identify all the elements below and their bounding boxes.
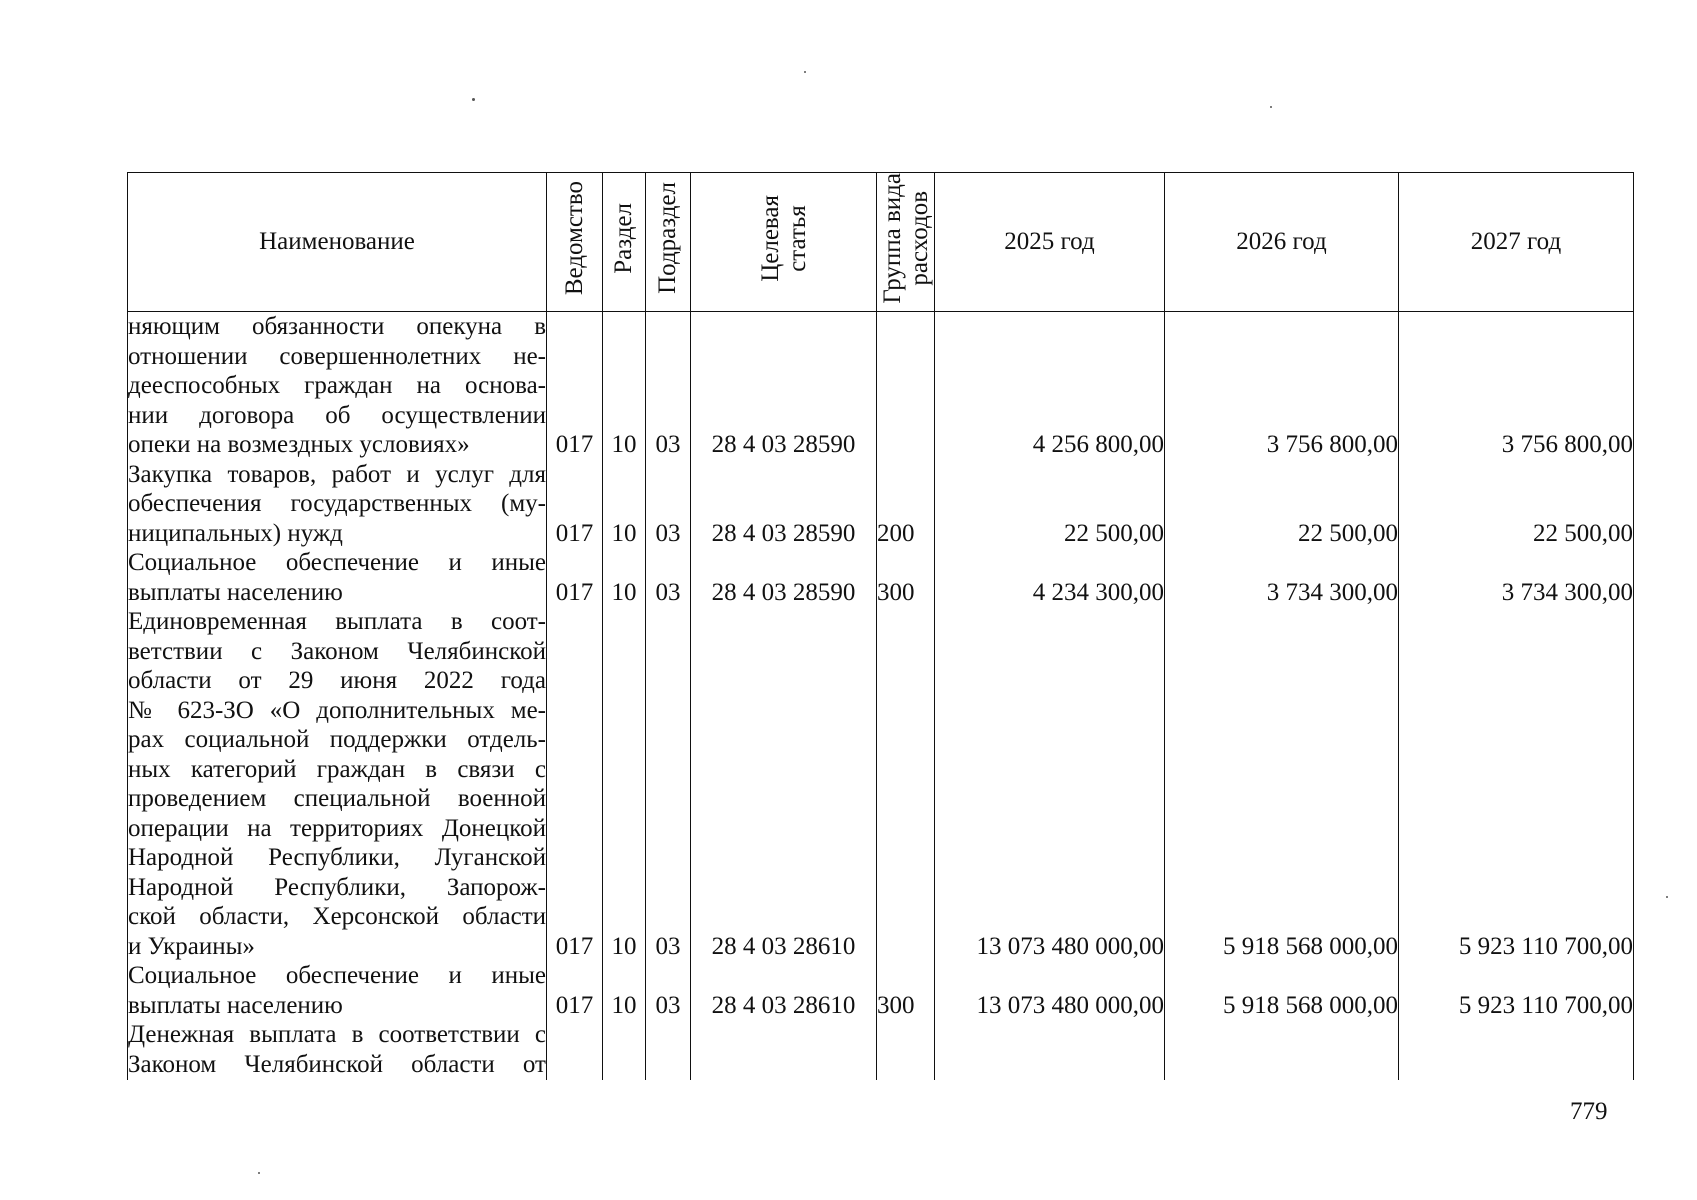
- cell-amount-2025: 4 256 800,00: [935, 312, 1165, 460]
- col-header-2026: 2026 год: [1165, 173, 1399, 312]
- row-name: Закупка товаров, работ и услуг для обеспечения государственных (му- ниципальных) нужд: [128, 460, 546, 547]
- cell-razdel: 10: [603, 548, 646, 607]
- cell-amount-2025: 4 234 300,00: [935, 548, 1165, 607]
- row-name: няющим обязанности опекуна в отношении совершеннолетних не- дееспособных граждан на основа- нии договора об осуществлении опеки на возмездных условиях»: [128, 313, 546, 459]
- cell-gruppa-rashodov: 200: [877, 460, 935, 549]
- col-header-razdel: Раздел: [603, 173, 646, 312]
- cell-amount-2025: 22 500,00: [935, 460, 1165, 549]
- col-header-name: Наименование: [128, 173, 547, 312]
- table-header-row: [128, 173, 1634, 312]
- row-name: Денежная выплата в соответствии с Законом Челябинской области от: [128, 1020, 547, 1080]
- scan-speck: [804, 71, 806, 73]
- scan-speck: [258, 1172, 260, 1174]
- cell-gruppa-rashodov: [877, 607, 935, 961]
- cell-empty: [691, 1020, 877, 1080]
- col-header-podrazdel: Подраздел: [646, 173, 691, 312]
- cell-celevaya-statya: 28 4 03 28590: [691, 312, 877, 460]
- col-header-2027: 2027 год: [1399, 173, 1634, 312]
- cell-gruppa-rashodov: [877, 312, 935, 460]
- scan-speck: [472, 98, 475, 101]
- cell-empty: [1165, 1020, 1399, 1080]
- col-header-gruppa-rashodov: Группа вида расходов: [877, 173, 935, 312]
- cell-empty: [603, 1020, 646, 1080]
- cell-podrazdel: 03: [646, 607, 691, 961]
- cell-amount-2026: 3 734 300,00: [1165, 548, 1399, 607]
- cell-vedomstvo: 017: [547, 607, 603, 961]
- cell-vedomstvo: 017: [547, 548, 603, 607]
- cell-amount-2025: 13 073 480 000,00: [935, 607, 1165, 961]
- cell-amount-2025: 13 073 480 000,00: [935, 961, 1165, 1020]
- table-row: [128, 548, 1634, 607]
- cell-amount-2027: 3 756 800,00: [1399, 312, 1634, 460]
- table-row: [128, 312, 1634, 460]
- cell-empty: [646, 1020, 691, 1080]
- cell-celevaya-statya: 28 4 03 28590: [691, 548, 877, 607]
- row-name: Социальное обеспечение и иные выплаты населению: [128, 549, 546, 606]
- cell-gruppa-rashodov: 300: [877, 961, 935, 1020]
- cell-amount-2026: 5 918 568 000,00: [1165, 607, 1399, 961]
- cell-empty: [1399, 1020, 1634, 1080]
- cell-podrazdel: 03: [646, 548, 691, 607]
- cell-gruppa-rashodov: 300: [877, 548, 935, 607]
- scan-speck: [1270, 106, 1272, 108]
- row-name: Единовременная выплата в соот- ветствии с Законом Челябинской области от 29 июня 2022 года № 623-ЗО «О дополнительных ме- рах социальной поддержки отдель- ных категорий граждан в связи с проведением специальной военной операции на территориях Донецкой Народной Республики, Луганской Народной Республики, Запорож- ской области, Херсонской области и Украины»: [128, 608, 546, 960]
- cell-vedomstvo: 017: [547, 312, 603, 460]
- col-header-vedomstvo: Ведомство: [547, 173, 603, 312]
- cell-amount-2026: 3 756 800,00: [1165, 312, 1399, 460]
- cell-vedomstvo: 017: [547, 961, 603, 1020]
- scan-speck: [1666, 896, 1668, 898]
- cell-empty: [877, 1020, 935, 1080]
- cell-amount-2026: 22 500,00: [1165, 460, 1399, 549]
- cell-empty: [935, 1020, 1165, 1080]
- table-row: [128, 961, 1634, 1020]
- cell-amount-2027: 5 923 110 700,00: [1399, 961, 1634, 1020]
- cell-amount-2027: 3 734 300,00: [1399, 548, 1634, 607]
- cell-vedomstvo: 017: [547, 460, 603, 549]
- table-row: [128, 607, 1634, 961]
- table-row: [128, 460, 1634, 549]
- table-row: [128, 1020, 1634, 1080]
- cell-celevaya-statya: 28 4 03 28610: [691, 607, 877, 961]
- col-header-celevaya-statya: Целевая статья: [691, 173, 877, 312]
- cell-razdel: 10: [603, 961, 646, 1020]
- cell-razdel: 10: [603, 460, 646, 549]
- cell-amount-2026: 5 918 568 000,00: [1165, 961, 1399, 1020]
- cell-razdel: 10: [603, 312, 646, 460]
- cell-razdel: 10: [603, 607, 646, 961]
- budget-table: [127, 172, 1634, 1080]
- cell-podrazdel: 03: [646, 460, 691, 549]
- row-name: Социальное обеспечение и иные выплаты населению: [128, 962, 546, 1019]
- cell-amount-2027: 5 923 110 700,00: [1399, 607, 1634, 961]
- cell-amount-2027: 22 500,00: [1399, 460, 1634, 549]
- cell-celevaya-statya: 28 4 03 28590: [691, 460, 877, 549]
- cell-podrazdel: 03: [646, 312, 691, 460]
- cell-empty: [547, 1020, 603, 1080]
- page-number: 779: [1570, 1098, 1608, 1125]
- col-header-2025: 2025 год: [935, 173, 1165, 312]
- cell-podrazdel: 03: [646, 961, 691, 1020]
- cell-celevaya-statya: 28 4 03 28610: [691, 961, 877, 1020]
